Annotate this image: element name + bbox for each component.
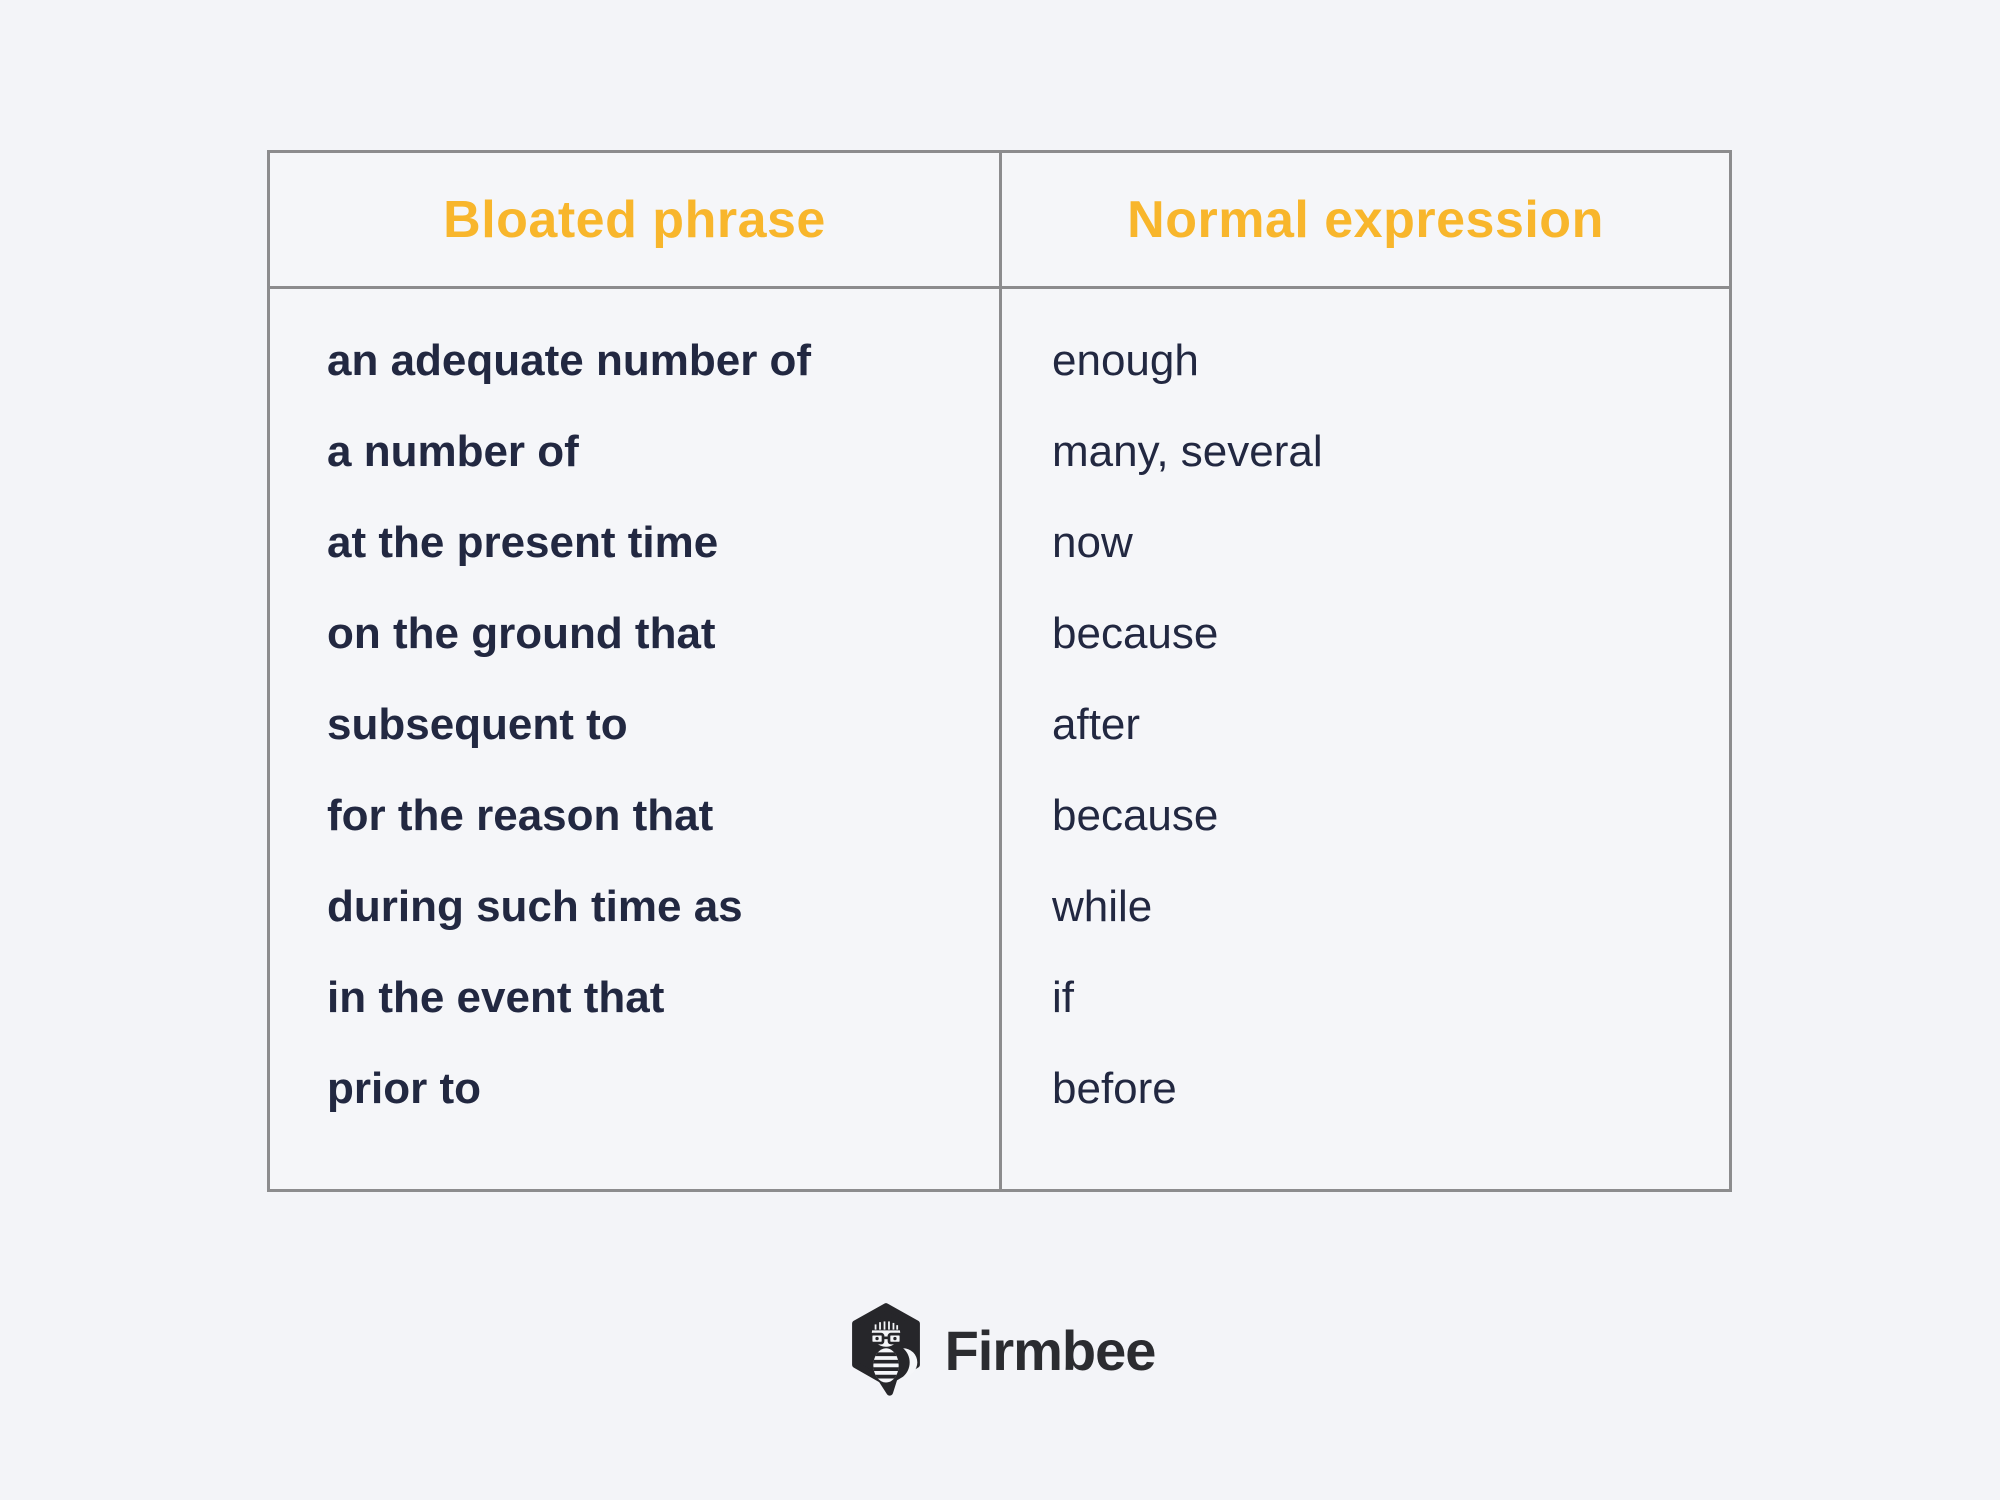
table-header-row [270, 153, 1729, 289]
bloated-phrase-cell: an adequate number of [327, 335, 812, 385]
comparison-table [267, 150, 1732, 1192]
table-body [270, 289, 1729, 1189]
bloated-phrase-cell: prior to [327, 1063, 481, 1113]
column-header-bloated-phrase: Bloated phrase [270, 153, 1002, 286]
bloated-phrase-cell: at the present time [327, 517, 719, 567]
normal-expression-cell: many, several [1052, 426, 1323, 476]
normal-expression-cell: now [1052, 517, 1133, 567]
normal-expression-cell: before [1052, 1063, 1177, 1113]
normal-expression-cell: because [1052, 790, 1219, 840]
bloated-phrase-cell: in the event that [327, 972, 665, 1022]
bloated-phrase-cell: during such time as [327, 881, 743, 931]
column-header-normal-expression: Normal expression [1127, 190, 1604, 249]
normal-expression-cell: because [1052, 608, 1219, 658]
brand-footer [0, 1295, 2000, 1405]
brand-name: Firmbee [944, 1318, 1156, 1382]
normal-expression-cell: while [1052, 881, 1153, 931]
bloated-phrase-cell: for the reason that [327, 790, 714, 840]
normal-expression-cell: after [1052, 699, 1141, 749]
normal-expression-cell: enough [1052, 335, 1199, 385]
bloated-phrase-cell: subsequent to [327, 699, 628, 749]
bloated-phrase-cell: a number of [327, 426, 579, 476]
firmbee-bee-logo-icon [845, 1302, 927, 1399]
normal-expression-column [1002, 289, 1729, 1189]
normal-expression-cell: if [1052, 972, 1074, 1022]
bloated-phrase-cell: on the ground that [327, 608, 716, 658]
bloated-phrase-column [270, 289, 1002, 1189]
